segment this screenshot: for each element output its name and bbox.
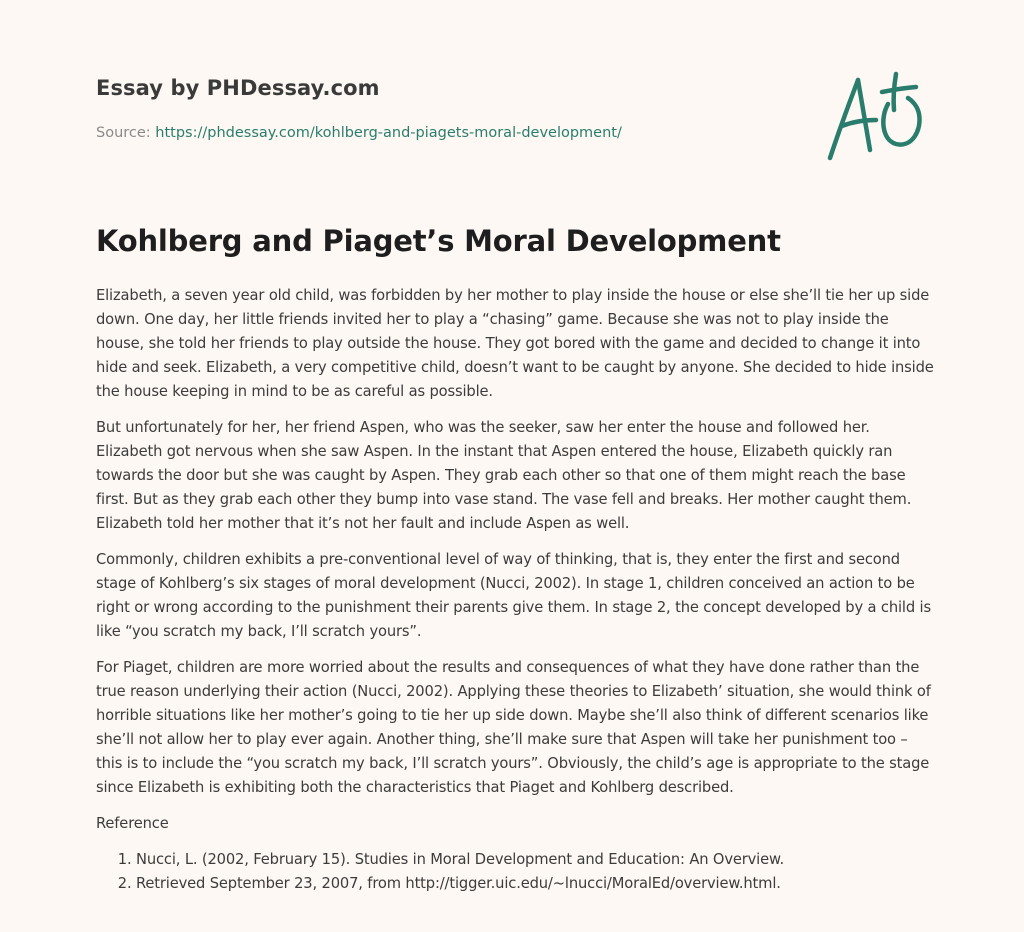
a-plus-logo-icon: [822, 64, 932, 168]
paragraph: Commonly, children exhibits a pre-conventional level of way of thinking, that is, they enter the first and second stage of Kohlberg’s six stages of moral development (Nucci, 2002). In stage 1, children conceived an action to be right or wrong according to the punishment their parents give them. In stage 2, the concept developed by a child is like “you scratch my back, I’ll scratch yours”.: [96, 551, 931, 640]
article-title: Kohlberg and Piaget’s Moral Development: [96, 224, 781, 258]
paragraph: For Piaget, children are more worried about the results and consequences of what they have done rather than the true reason underlying their action (Nucci, 2002). Applying these theories to Elizabeth’ situation, she would think of horrible situations like her mother’s going to tie her up side down. Maybe she’ll also think of different scenarios like she’ll not allow her to play ever again. Another thing, she’ll make sure that Aspen will take her punishment too – this is to include the “you scratch my back, I’ll scratch yours”. Obviously, the child’s age is appropriate to the stage since Elizabeth is exhibiting both the characteristics that Piaget and Kohlberg described.: [96, 659, 931, 796]
paragraph: Elizabeth, a seven year old child, was forbidden by her mother to play inside the house or else she’ll tie her up side down. One day, her little friends invited her to play a “chasing” game. Because she was not to play inside the house, she told her friends to play outside the house. They got bored with the game and decided to change it into hide and seek. Elizabeth, a very competitive child, doesn’t want to be caught by anyone. She decided to hide inside the house keeping in mind to be as careful as possible.: [96, 287, 934, 400]
source-label: Source:: [96, 125, 156, 141]
paragraph: But unfortunately for her, her friend Aspen, who was the seeker, saw her enter the house and followed her. Elizabeth got nervous when she saw Aspen. In the instant that Aspen entered the house, Elizabeth quickly ran towards the door but she was caught by Aspen. They grab each other so that one of them might reach the base first. But as they grab each other they bump into vase stand. The vase fell and breaks. Her mother caught them. Elizabeth told her mother that it’s not her fault and include Aspen as well.: [96, 419, 912, 532]
source-link[interactable]: https://phdessay.com/kohlberg-and-piagets-moral-development/: [155, 125, 622, 141]
reference-item: 2. Retrieved September 23, 2007, from http://tigger.uic.edu/~lnucci/MoralEd/overview.html.: [136, 872, 936, 896]
reference-item: 1. Nucci, L. (2002, February 15). Studies in Moral Development and Education: An Overview.: [136, 848, 936, 872]
reference-list: [96, 848, 936, 896]
article-body: [96, 284, 936, 896]
reference-heading: Reference: [96, 815, 169, 832]
site-brand: Essay by PHDessay.com: [96, 76, 380, 100]
source-line: [96, 125, 622, 141]
a-plus-logo: [822, 64, 932, 168]
page-header: [96, 76, 696, 141]
